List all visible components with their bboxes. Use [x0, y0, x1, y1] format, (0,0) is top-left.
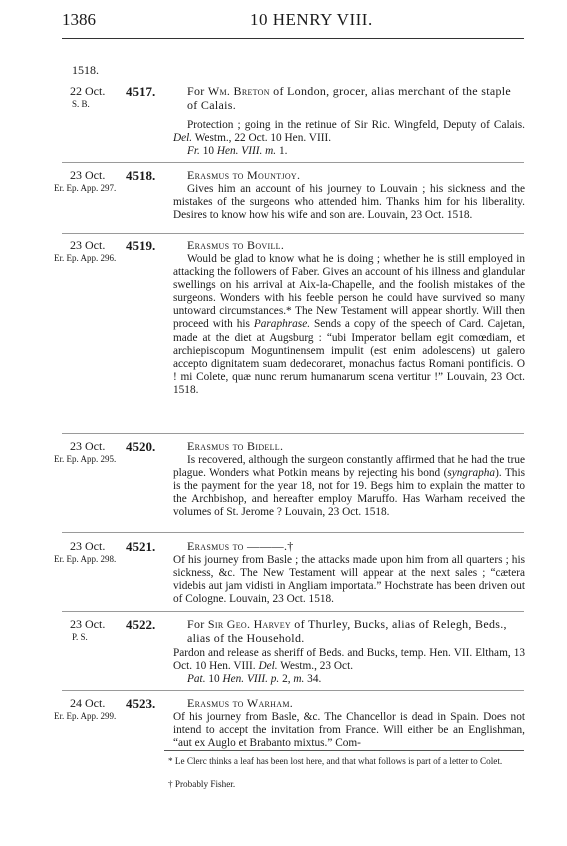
entry-body: Protection ; going in the retinue of Sir Ric. Wingfeld, Deputy of Calais. Del. Westm., 22 Oct. 10 Hen. VIII.: [173, 119, 525, 145]
footnote-1: * Le Clerc thinks a leaf has been lost here, and that what follows is part of a letter to Colet.: [168, 756, 503, 766]
header-rule: [62, 38, 524, 39]
entry-body: Is recovered, although the surgeon constantly affirmed that he had the true plague. Wonders what Potkin means by rejecting his bond (syngrapha). This is the payment for the year 18, not for 19. Begs him to explain the matter to the Archbishop, and hereafter employ Maruffo. Has Warham received the volumes of St. Jerome ? Louvain, 23 Oct. 1518.: [173, 454, 525, 519]
entry-body: Of his journey from Basle ; the attacks made upon him from all quarters ; his sickness, &c. The New Testament will appear at the next sales ; “cætera videbis aut jam vidisti in Angliam importata.” Hochstrate has been driven out of Cologne. Louvain, 23 Oct. 1518.: [173, 554, 525, 606]
entry-date: 23 Oct.: [70, 539, 106, 553]
entry-number: 4519.: [126, 238, 156, 253]
entry-title: Erasmus to Bovill.: [187, 238, 285, 252]
entry-body: Would be glad to know what he is doing ; whether he is still employed in attacking the followers of Faber. Gives an account of his illness and glandular swellings on his arrival at Aix-la-Chapelle, and the foolish mistakes of the surgeons. Wonders with his feeble person he could have survived so many untoward circumstances.* The New Testament will appear shortly. Will then proceed with his Paraphrase. Sends a copy of the speech of Card. Cajetan, made at the diet at Augsburg : “ubi Imperator bellam egit comœdiam, et archiepiscopum Moguntinensem impulit (est enim adolescens) ut galero accepto dignitatem suam dedecoraret, monachus factus Romani pontificis. O ! mi Colete, quæ nunc rerum humanarum scena vertitur !” Louvain, 23 Oct. 1518.: [173, 253, 525, 396]
entry-date: 23 Oct.: [70, 617, 106, 631]
entry-record-ref: Fr. 10 Hen. VIII. m. 1.: [187, 145, 288, 157]
entry-body: Gives him an account of his journey to Louvain ; his sickness and the mistakes of the surgeons who attended him. Thanks him for his liberality. Desires to know how his wife and son are. Louvain, 23 Oct. 1518.: [173, 183, 525, 222]
entry-separator: [62, 162, 524, 163]
entry-source: Er. Ep. App. 296.: [54, 253, 117, 263]
entry-date: 24 Oct.: [70, 696, 106, 710]
entry-separator: [62, 233, 524, 234]
footnote-2: † Probably Fisher.: [168, 779, 236, 789]
entry-separator: [62, 433, 524, 434]
entry-body: Pardon and release as sheriff of Beds. and Bucks, temp. Hen. VII. Eltham, 13 Oct. 10 Hen. VIII. Del. Westm., 23 Oct.: [173, 647, 525, 673]
page-number: 1386: [62, 10, 96, 29]
entry-title: Erasmus to Mountjoy.: [187, 168, 301, 182]
entry-title: Erasmus to Bidell.: [187, 439, 284, 453]
entry-date: 23 Oct.: [70, 238, 106, 252]
entry-source: S. B.: [72, 99, 90, 109]
entry-title: For Sir Geo. Harvey of Thurley, Bucks, alias of Relegh, Beds., alias of the Household.: [187, 617, 507, 645]
entry-date: 22 Oct.: [70, 84, 106, 98]
entry-number: 4520.: [126, 439, 156, 454]
running-title: 10 HENRY VIII.: [250, 10, 373, 29]
entry-title: Erasmus to ———.†: [187, 539, 294, 553]
entry-number: 4522.: [126, 617, 156, 632]
entry-date: 23 Oct.: [70, 439, 106, 453]
entry-number: 4517.: [126, 84, 156, 99]
entry-separator: [62, 690, 524, 691]
entry-number: 4523.: [126, 696, 156, 711]
entry-separator: [62, 532, 524, 533]
entry-source: Er. Ep. App. 298.: [54, 554, 117, 564]
entry-source: Er. Ep. App. 297.: [54, 183, 117, 193]
entry-title: For Wm. Breton of London, grocer, alias merchant of the staple of Calais.: [187, 84, 512, 112]
entry-date: 23 Oct.: [70, 168, 106, 182]
entry-separator: [62, 611, 524, 612]
entry-number: 4521.: [126, 539, 156, 554]
entry-source: P. S.: [72, 632, 88, 642]
entry-number: 4518.: [126, 168, 156, 183]
entry-body: Of his journey from Basle, &c. The Chancellor is dead in Spain. Does not intend to accept the invitation from France. Will either be an Englishman, “aut ex Auglo et Brabanto mixtus.” Com-: [173, 711, 525, 750]
entry-source: Er. Ep. App. 295.: [54, 454, 117, 464]
entry-title: Erasmus to Warham.: [187, 696, 294, 710]
footnote-rule: [164, 750, 524, 751]
entry-record-ref: Pat. 10 Hen. VIII. p. 2, m. 34.: [187, 673, 322, 685]
year-label: 1518.: [72, 63, 99, 77]
entry-source: Er. Ep. App. 299.: [54, 711, 117, 721]
